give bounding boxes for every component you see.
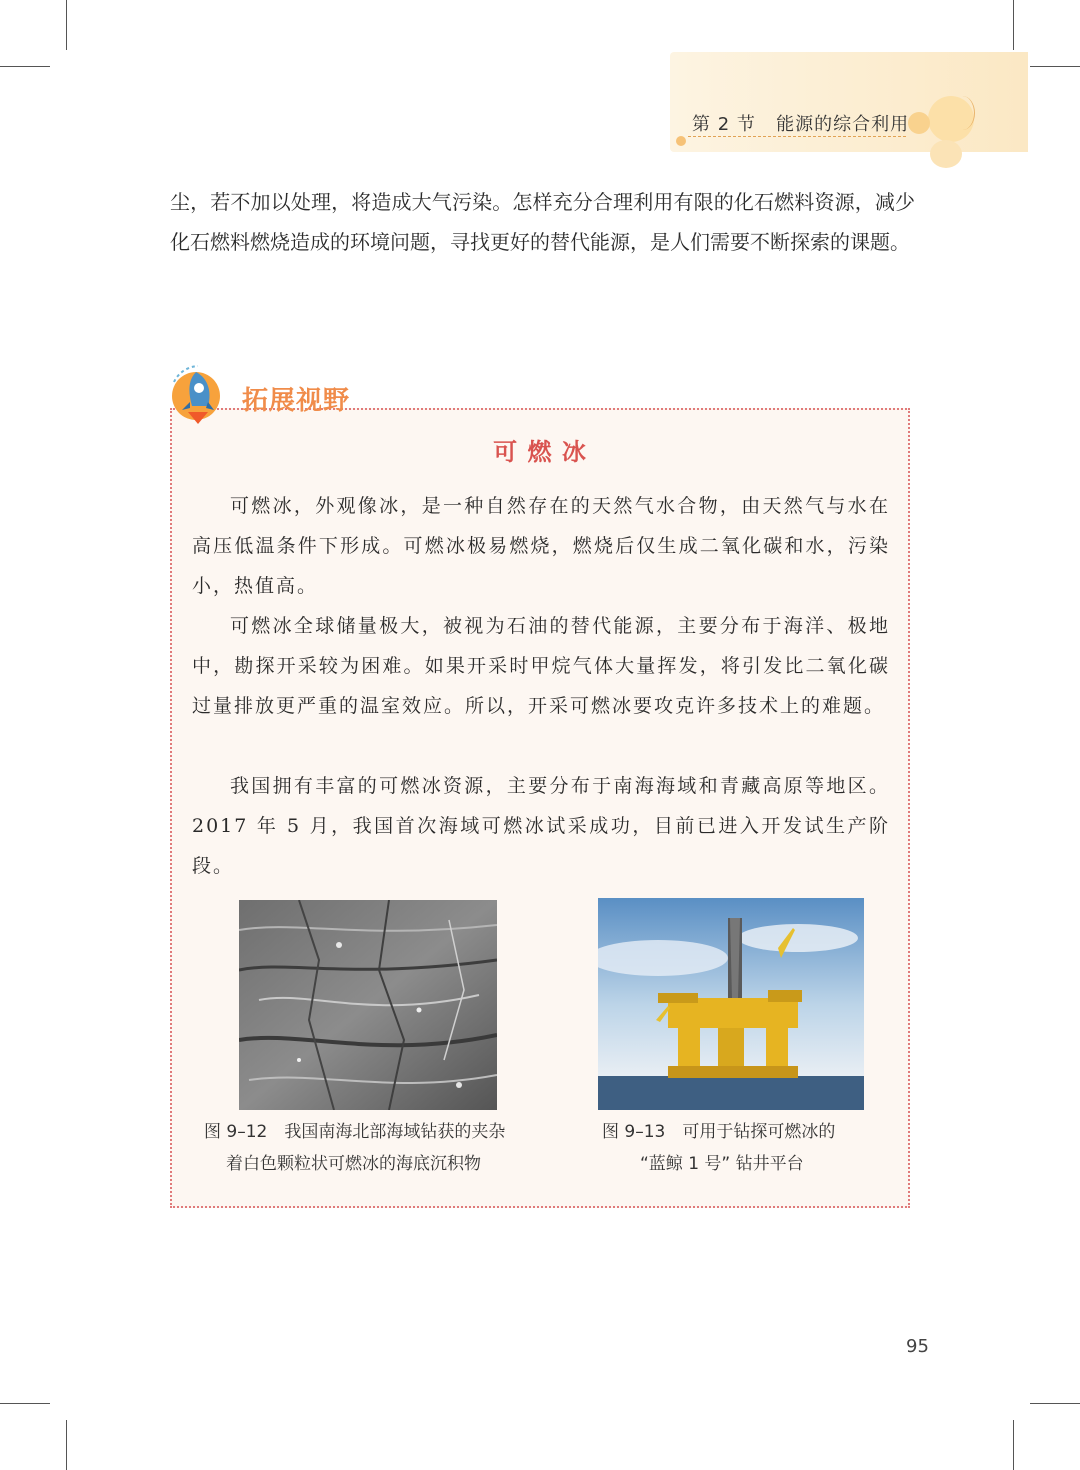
crop-mark — [1030, 66, 1080, 67]
page-number: 95 — [906, 1336, 929, 1357]
crop-mark — [1030, 1403, 1080, 1404]
section-title: 能源的综合利用 — [776, 114, 910, 135]
intro-paragraph: 尘，若不加以处理，将造成大气污染。怎样充分合理利用有限的化石燃料资源，减少化石燃料燃烧造成的环境问题，寻找更好的替代能源，是人们需要不断探索的课题。 — [170, 190, 915, 254]
figure-caption-line: 图 9–12 我国南海北部海域钻获的夹杂 — [204, 1122, 506, 1142]
header-deco-circle — [676, 136, 686, 146]
figure-caption-line: “蓝鲸 1 号” 钻井平台 — [640, 1154, 804, 1174]
header-underline — [688, 136, 906, 137]
box-title: 可 燃 冰 — [493, 438, 587, 466]
box-paragraph: 我国拥有丰富的可燃冰资源，主要分布于南海海域和青藏高原等地区。2017 年 5 月，我国首次海域可燃冰试采成功，目前已进入开发试生产阶段。 — [192, 775, 890, 877]
figure-caption-line: 着白色颗粒状可燃冰的海底沉积物 — [226, 1154, 481, 1174]
box-paragraph: 可燃冰，外观像冰，是一种自然存在的天然气水合物，由天然气与水在高压低温条件下形成。可燃冰极易燃烧，燃烧后仅生成二氧化碳和水，污染小，热值高。 — [192, 495, 890, 597]
crop-mark — [66, 0, 67, 50]
header-band — [670, 52, 1028, 152]
crop-mark — [0, 66, 50, 67]
header-deco-circle — [930, 140, 962, 168]
figure-caption — [204, 1116, 505, 1180]
drilling-platform-photo — [598, 898, 864, 1110]
crop-mark — [1013, 1420, 1014, 1470]
crop-mark — [66, 1420, 67, 1470]
box-paragraph: 可燃冰全球储量极大，被视为石油的替代能源，主要分布于海洋、极地中，勘探开采较为困难。如果开采时甲烷气体大量挥发，将引发比二氧化碳过量排放更严重的温室效应。所以，开采可燃冰要攻克许多技术上的难题。 — [192, 615, 890, 717]
header-deco-arc — [950, 96, 975, 130]
figure-caption — [602, 1116, 835, 1180]
expand-view-label: 拓展视野 — [242, 386, 351, 416]
crop-mark — [1013, 0, 1014, 50]
section-number: 第 2 节 — [692, 114, 756, 135]
sediment-photo — [239, 900, 497, 1110]
figure-caption-line: 图 9–13 可用于钻探可燃冰的 — [602, 1122, 836, 1142]
crop-mark — [0, 1403, 50, 1404]
rocket-icon — [168, 362, 230, 428]
chapter-header — [692, 110, 909, 136]
header-deco-circle — [908, 112, 930, 134]
